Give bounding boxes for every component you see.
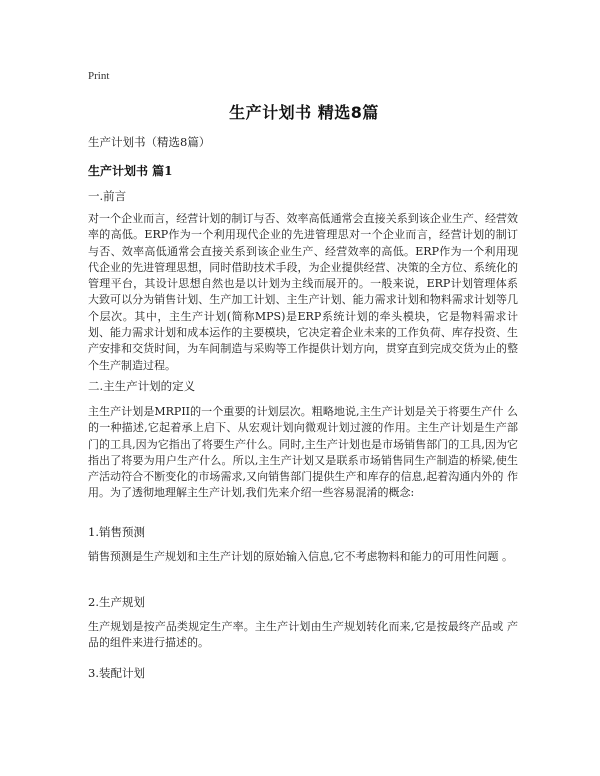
print-link[interactable]: Print	[88, 70, 110, 82]
heading-preface: 一.前言	[88, 189, 127, 203]
paragraph-preface: 对一个企业而言，经营计划的制订与否、效率高低通常会直接关系到该企业生产、经营效率的高低。ERP作为一个利用现代企业的先进管理思对一个企业而言，经营计划的制订与否、效率高低通常会直接关系到该企业生产、经营效率的高低。ERP作为一个利用现代企业的先进管理思想，同时借助技术手段，为企业提供经营、决策的全方位、系统化的管理平台，其设计思想自然也是以计划为主线而展开的。一般来说，ERP计划管理体系大致可以分为销售计划、生产加工计划、主生产计划、能力需求计划和物料需求计划等几个层次。其中，主生产计划(简称MPS)是ERP系统计划的牵头模块，它是物料需求计划、能力需求计划和成本运作的主要模块，它决定着企业未来的工作负荷、库存投资、生产安排和交货时间，为车间制造与采购等工作提供计划方向，贯穿直到完成交货为止的整个生产制造过程。	[88, 212, 518, 372]
paragraph-production-plan: 生产规划是按产品类规定生产率。主生产计划由生产规划转化而来,它是按最终产品或 产品的组件来进行描述的。	[88, 620, 518, 650]
paragraph-mps-definition: 主生产计划是MRPII的一个重要的计划层次。粗略地说,主生产计划是关于将要生产什 么的一种描述,它起着承上启下、从宏观计划向微观计划过渡的作用。主生产计划是生产部门的工具,因为它指出了将要生产什么。同时,主生产计划也是市场销售部门的工具,因为它指出了将要为用户生产什么。所以,主生产计划又是联系市场销售同生产制造的桥梁,使生产活动符合不断变化的市场需求,又向销售部门提供生产和库存的信息,起着沟通内外的 作用。为了透彻地理解主生产计划,我们先来介绍一些容易混淆的概念:	[88, 405, 518, 500]
section-title: 生产计划书 篇1	[88, 164, 173, 178]
heading-sales-forecast: 1.销售预测	[88, 525, 145, 539]
heading-assembly-plan: 3.装配计划	[88, 666, 145, 680]
document-subtitle: 生产计划书（精选8篇）	[88, 135, 211, 149]
paragraph-sales-forecast: 销售预测是生产规划和主生产计划的原始输入信息,它不考虑物料和能力的可用性问题 。	[88, 550, 513, 563]
heading-mps-definition: 二.主生产计划的定义	[88, 379, 196, 393]
page-title: 生产计划书 精选8篇	[229, 103, 379, 122]
heading-production-plan: 2.生产规划	[88, 595, 145, 609]
